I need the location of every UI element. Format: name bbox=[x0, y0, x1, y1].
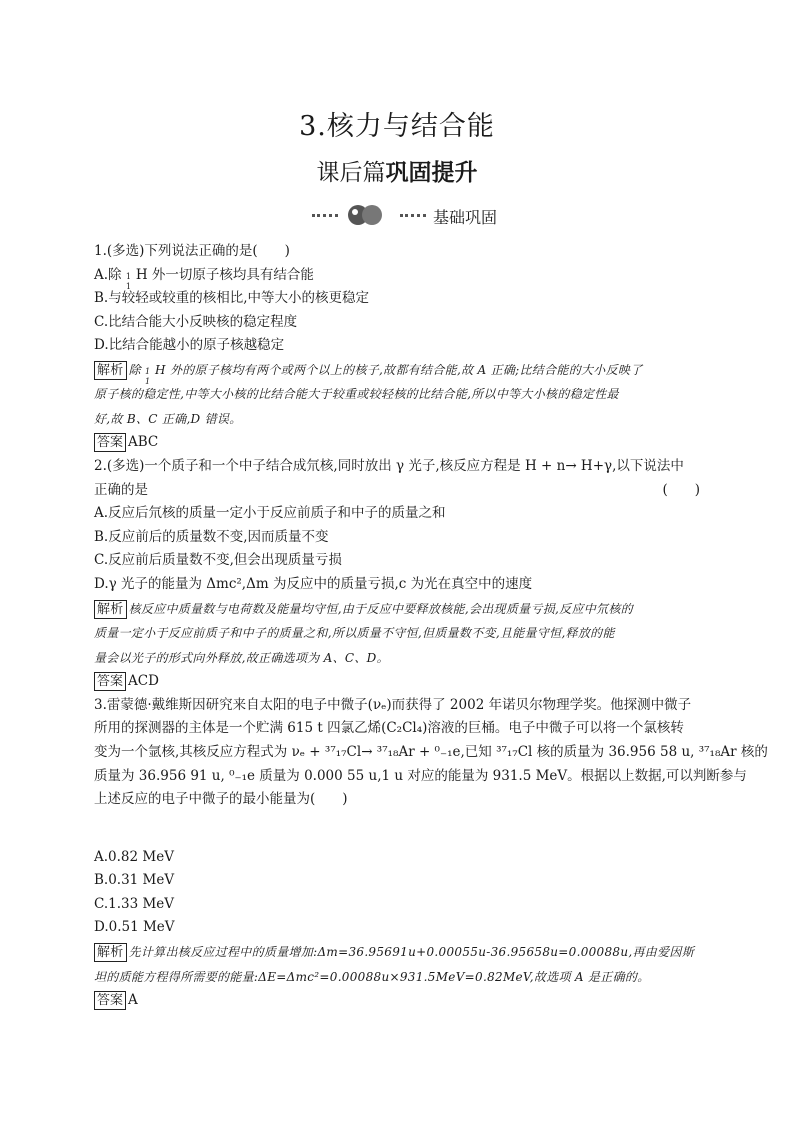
isotope-charge: 1 bbox=[125, 281, 131, 291]
q1-stem: 1.(多选)下列说法正确的是( ) bbox=[94, 243, 290, 259]
q3-stem-line: 3.雷蒙德·戴维斯因研究来自太阳的电子中微子(νₑ)而获得了 2002 年诺贝尔物理学奖。他探测中微子 bbox=[94, 696, 692, 713]
subtitle-bold: 巩固提升 bbox=[385, 160, 478, 186]
q1-option-b: B.与较轻或较重的核相比,中等大小的核更稳定 bbox=[94, 290, 370, 307]
q2-stem-text: 2.(多选)一个质子和一个中子结合成氘核,同时放出 γ 光子,核反应方程是 bbox=[94, 458, 521, 475]
isotope-symbol: H bbox=[155, 362, 166, 377]
analysis-tag: 解析 bbox=[94, 361, 127, 380]
spacer bbox=[94, 812, 700, 846]
section-header bbox=[310, 202, 530, 230]
q1-option-a bbox=[94, 264, 700, 291]
q1-option-a-suffix: 外一切原子核均具有结合能 bbox=[151, 266, 314, 283]
subtitle-normal: 课后篇 bbox=[316, 160, 386, 186]
isotope-symbol: H bbox=[135, 266, 148, 283]
q3-stem-line: 质量为 36.956 91 u, ⁰₋₁e 质量为 0.000 55 u,1 u 对应的能量为 931.5 MeV。根据以上数据,可以判断参与 bbox=[94, 767, 747, 784]
q3-stem-line: 变为一个氩核,其核反应方程式为 νₑ + ³⁷₁₇Cl→ ³⁷₁₈Ar + ⁰₋₁e,已知 ³⁷₁₇Cl 核的质量为 36.956 58 u, ³⁷₁₈Ar 核的 bbox=[94, 743, 768, 760]
question-1 bbox=[94, 240, 700, 455]
isotope-charge: 1 bbox=[145, 376, 151, 386]
question-3 bbox=[94, 694, 768, 1013]
isotope-h bbox=[125, 268, 136, 291]
q2-option-a: A.反应后氘核的质量一定小于反应前质子和中子的质量之和 bbox=[94, 505, 446, 522]
analysis-text: 外的原子核均有两个或两个以上的核子,故都有结合能,故 A 正确;比结合能的大小反映了 bbox=[169, 362, 643, 377]
isotope-mass: 1 bbox=[145, 366, 151, 376]
q2-answer bbox=[94, 670, 700, 694]
answer-tag: 答案 bbox=[94, 991, 126, 1010]
dotted-line-right bbox=[400, 214, 426, 217]
section-label: 基础巩固 bbox=[433, 208, 498, 227]
analysis-text: 量会以光子的形式向外释放,故正确选项为 A、C、D。 bbox=[94, 650, 389, 665]
q3-stem-line: 所用的探测器的主体是一个贮满 615 t 四氯乙烯(C₂Cl₄)溶液的巨桶。电子中微子可以将一个氯核转 bbox=[94, 720, 684, 737]
q2-option-c: C.反应前后质量数不变,但会出现质量亏损 bbox=[94, 552, 342, 569]
q3-answer bbox=[94, 989, 700, 1013]
answer-value: A bbox=[128, 992, 138, 1009]
q2-stem-line-1 bbox=[94, 455, 700, 479]
q3-option-d: D.0.51 MeV bbox=[94, 919, 175, 936]
q3-option-b: B.0.31 MeV bbox=[94, 872, 175, 889]
questions bbox=[94, 240, 768, 1013]
q1-option-c: C.比结合能大小反映核的稳定程度 bbox=[94, 313, 298, 330]
q3-option-c: C.1.33 MeV bbox=[94, 895, 175, 912]
q1-answer bbox=[94, 431, 700, 455]
q3-analysis bbox=[94, 940, 700, 989]
analysis-text: 核反应中质量数与电荷数及能量均守恒,由于反应中要释放核能,会出现质量亏损,反应中氘核的 bbox=[128, 601, 633, 616]
q2-option-d: D.γ 光子的能量为 Δmc²,Δm 为反应中的质量亏损,c 为光在真空中的速度 bbox=[94, 576, 533, 593]
q2-equation: H + n→ H+γ,以下说法中 bbox=[524, 458, 684, 475]
analysis-tag: 解析 bbox=[94, 943, 127, 962]
circles-icon bbox=[342, 202, 390, 228]
q2-stem-text: 正确的是 bbox=[94, 481, 148, 498]
q1-analysis bbox=[94, 358, 700, 432]
dotted-line-left bbox=[312, 214, 338, 217]
analysis-text: 除 bbox=[128, 362, 141, 377]
analysis-text: 好,故 B、C 正确,D 错误。 bbox=[94, 411, 242, 426]
isotope-h bbox=[145, 363, 155, 386]
analysis-tag: 解析 bbox=[94, 600, 127, 619]
q1-option-d: D.比结合能越小的原子核越稳定 bbox=[94, 337, 285, 354]
q1-option-a-prefix: A.除 bbox=[94, 266, 122, 283]
analysis-text: 质量一定小于反应前质子和中子的质量之和,所以质量不守恒,但质量数不变,且能量守恒,释放的能 bbox=[94, 626, 615, 641]
question-2 bbox=[94, 455, 700, 694]
page-subtitle bbox=[0, 154, 794, 187]
analysis-text: 先计算出核反应过程中的质量增加:Δm=36.95691u+0.00055u-36.95658u=0.00088u,再由爱因斯 bbox=[128, 945, 695, 960]
analysis-text: 原子核的稳定性,中等大小核的比结合能大于较重或较轻核的比结合能,所以中等大小核的稳定性最 bbox=[94, 387, 619, 402]
page-title: 3.核力与结合能 bbox=[299, 111, 495, 142]
q2-option-b: B.反应前后的质量数不变,因而质量不变 bbox=[94, 528, 329, 545]
q3-stem-line: 上述反应的电子中微子的最小能量为( ) bbox=[94, 791, 348, 808]
answer-tag: 答案 bbox=[94, 433, 126, 452]
answer-tag: 答案 bbox=[94, 672, 126, 691]
answer-paren: ( ) bbox=[662, 481, 700, 498]
answer-value: ABC bbox=[128, 434, 159, 451]
q3-option-a: A.0.82 MeV bbox=[94, 848, 174, 865]
answer-value: ACD bbox=[128, 673, 159, 690]
isotope-mass: 1 bbox=[125, 271, 131, 281]
q2-stem-line-2 bbox=[94, 479, 700, 503]
analysis-text: 坦的质能方程得所需要的能量:ΔE=Δmc²=0.00088u×931.5MeV=0.82MeV,故选项 A 是正确的。 bbox=[94, 969, 650, 984]
q2-analysis bbox=[94, 597, 700, 671]
